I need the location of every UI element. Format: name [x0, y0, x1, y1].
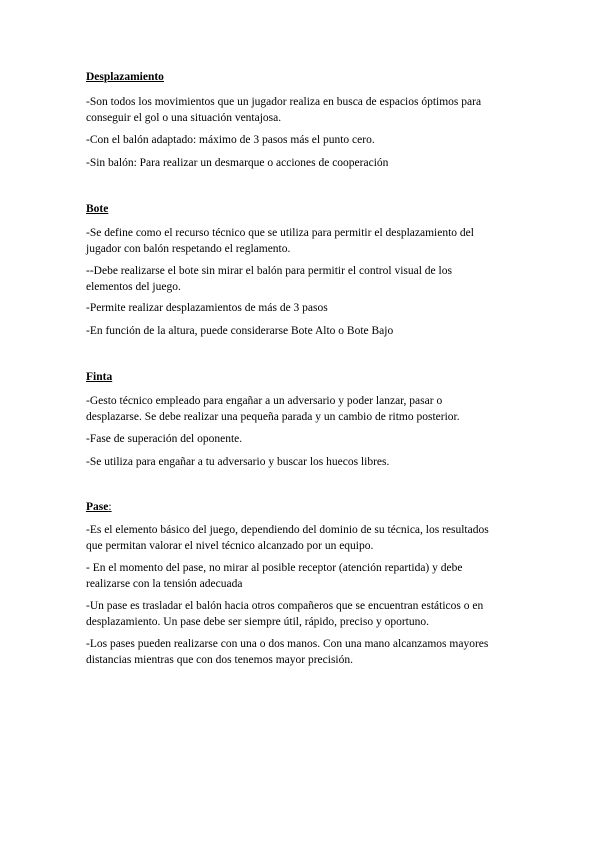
paragraph — [86, 431, 516, 447]
heading-bote — [86, 202, 108, 216]
text-line: -Un pase es trasladar el balón hacia otros compañeros que se encuentran estáticos o en — [86, 600, 484, 612]
text-line: -Es el elemento básico del juego, dependiendo del dominio de su técnica, los resultados — [86, 524, 489, 536]
heading-text: Bote — [86, 203, 109, 215]
text-line: -Gesto técnico empleado para engañar a un adversario y poder lanzar, pasar o — [86, 395, 443, 407]
text-line: desplazarse. Se debe realizar una pequeña parada y un cambio de ritmo posterior. — [86, 411, 460, 423]
text-line: realizarse con la tensión adecuada — [86, 578, 243, 590]
text-line: elementos del juego. — [86, 281, 181, 293]
paragraph — [86, 598, 516, 630]
paragraph — [86, 454, 516, 470]
paragraph — [86, 560, 516, 592]
text-line: - En el momento del pase, no mirar al posible receptor (atención repartida) y debe — [86, 562, 463, 574]
paragraph — [86, 323, 516, 339]
text-line: -Con el balón adaptado: máximo de 3 pasos más el punto cero. — [86, 134, 375, 146]
paragraph — [86, 155, 516, 171]
text-line: -Fase de superación del oponente. — [86, 433, 243, 445]
text-line: -Sin balón: Para realizar un desmarque o acciones de cooperación — [86, 157, 389, 169]
text-line: -Permite realizar desplazamientos de más de 3 pasos — [86, 302, 328, 314]
text-line: -Son todos los movimientos que un jugador realiza en busca de espacios óptimos para — [86, 96, 482, 108]
paragraph — [86, 263, 516, 295]
text-line: distancias mientras que con dos tenemos mayor precisión. — [86, 654, 353, 666]
paragraph — [86, 522, 516, 554]
heading-pase — [86, 500, 112, 514]
paragraph — [86, 225, 516, 257]
text-line: -En función de la altura, puede considerarse Bote Alto o Bote Bajo — [86, 325, 394, 337]
text-line: que permitan valorar el nivel técnico alcanzado por un equipo. — [86, 540, 374, 552]
text-line: -Los pases pueden realizarse con una o dos manos. Con una mano alcanzamos mayores — [86, 638, 489, 650]
text-line: -Se define como el recurso técnico que se utiliza para permitir el desplazamiento del — [86, 227, 474, 239]
paragraph — [86, 636, 516, 668]
paragraph — [86, 393, 516, 425]
heading-finta — [86, 370, 112, 384]
heading-suffix: : — [108, 501, 112, 513]
heading-text: Desplazamiento — [86, 71, 164, 83]
paragraph — [86, 132, 516, 148]
heading-desplazamiento — [86, 70, 164, 84]
paragraph — [86, 300, 516, 316]
heading-text: Finta — [86, 371, 113, 383]
heading-text: Pase — [86, 501, 109, 513]
paragraph — [86, 94, 516, 126]
text-line: --Debe realizarse el bote sin mirar el balón para permitir el control visual de los — [86, 265, 452, 277]
text-line: -Se utiliza para engañar a tu adversario y buscar los huecos libres. — [86, 456, 390, 468]
text-line: jugador con balón respetando el reglamento. — [86, 243, 291, 255]
text-line: desplazamiento. Un pase debe ser siempre útil, rápido, preciso y oportuno. — [86, 616, 429, 628]
text-line: conseguir el gol o una situación ventajosa. — [86, 112, 282, 124]
